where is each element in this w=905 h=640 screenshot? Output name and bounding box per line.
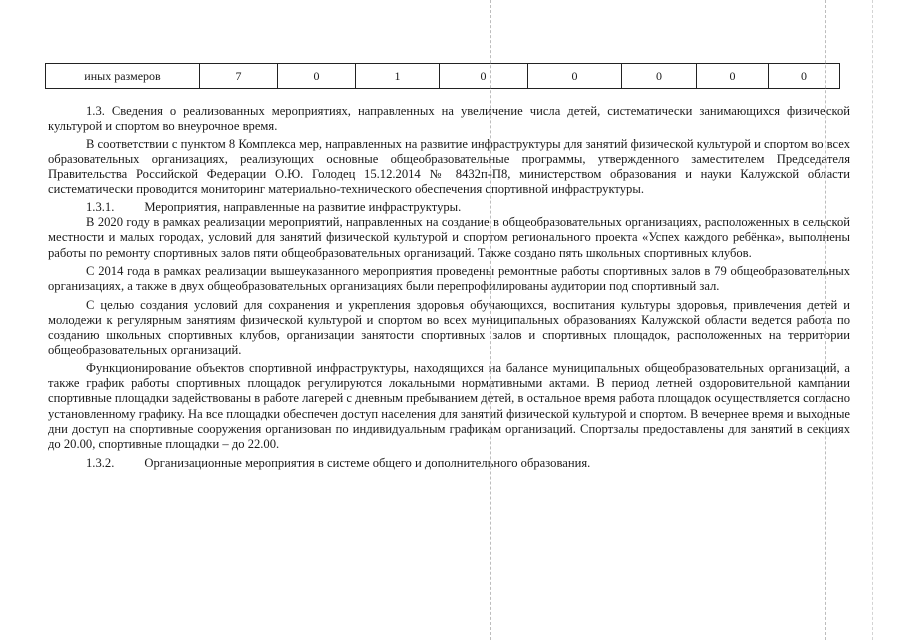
section-number: 1.3.1. [86,199,115,214]
table-cell: 0 [697,64,769,88]
table-cell: 0 [278,64,356,88]
table-cell: 0 [801,68,807,83]
table-row [45,63,840,89]
document-body [48,104,850,471]
table-cell: 0 [528,64,622,88]
section-title: Организационные мероприятия в системе общего и дополнительного образования. [144,455,591,470]
paragraph: В соответствии с пунктом 8 Комплекса мер, направленных на развитие инфраструктуры для занятий физической культурой и спортом во всех образовательных организациях, реализующих основные общеобразовательные программы, утвержденного заместителем Председателя Правительства Российской Федерации О.Ю. Голодец 15.12.2014 № 8432п-П8, министерством образования и науки Калужской области систематически проводится мониторинг материально-технического обеспечения спортивной инфраструктуры. [48,136,850,197]
section-heading-1-3-1 [48,200,850,215]
paragraph: С 2014 года в рамках реализации вышеуказанного мероприятия проведены ремонтные работы спортивных залов в 79 общеобразовательных организациях, а также в двух общеобразовательных организациях были перепрофилированы аудитории под спортивный зал. [48,263,850,294]
table-cell: 0 [440,64,528,88]
section-heading-1-3: 1.3. Сведения о реализованных мероприятиях, направленных на увеличение числа детей, систематически занимающихся физической культурой и спортом во внеурочное время. [48,104,850,134]
section-heading-1-3-2 [48,456,850,471]
section-title: Мероприятия, направленные на развитие инфраструктуры. [144,199,462,214]
paragraph: С целью создания условий для сохранения и укрепления здоровья обучающихся, воспитания культуры здоровья, привлечения детей и молодежи к регулярным занятиям физической культурой и спортом во всех муниципальных образованиях Калужской области ведется работа по созданию школьных спортивных клубов, организации занятости спортивных залов и спортивных площадок, расположенных на территории общеобразовательных организаций. [48,297,850,358]
scan-line [825,0,826,640]
table-cell: 1 [356,64,440,88]
table-cell: 7 [200,64,278,88]
scan-line [872,0,873,640]
paragraph: Функционирование объектов спортивной инфраструктуры, находящихся на балансе муниципальных общеобразовательных организаций, а также график работы спортивных площадок регулируются локальными нормативными актами. В период летней оздоровительной кампании спортивные площадки задействованы в работе лагерей с дневным пребыванием детей, в остальное время работа площадок осуществляется согласно установленному графику. На все площадки обеспечен доступ населения для занятий физической культурой и спортом. В вечернее время и выходные дни доступ на спортивные сооружения организован по индивидуальным графикам организаций. Спортзалы предоставлены для занятий в секциях до 20.00, спортивные площадки – до 22.00. [48,360,850,452]
section-number: 1.3.2. [86,455,115,470]
table-cell: 0 [622,64,697,88]
scan-line [490,0,491,640]
table-cell-label: иных размеров [46,64,200,88]
paragraph: В 2020 году в рамках реализации мероприятий, направленных на создание в общеобразовательных организациях, расположенных в сельской местности и малых городах, условий для занятий физической культурой и спортом регионального проекта «Успех каждого ребёнка», выполнены работы по ремонту спортивных залов пяти общеобразовательных организаций. Также создано пять школьных спортивных клубов. [48,215,850,260]
